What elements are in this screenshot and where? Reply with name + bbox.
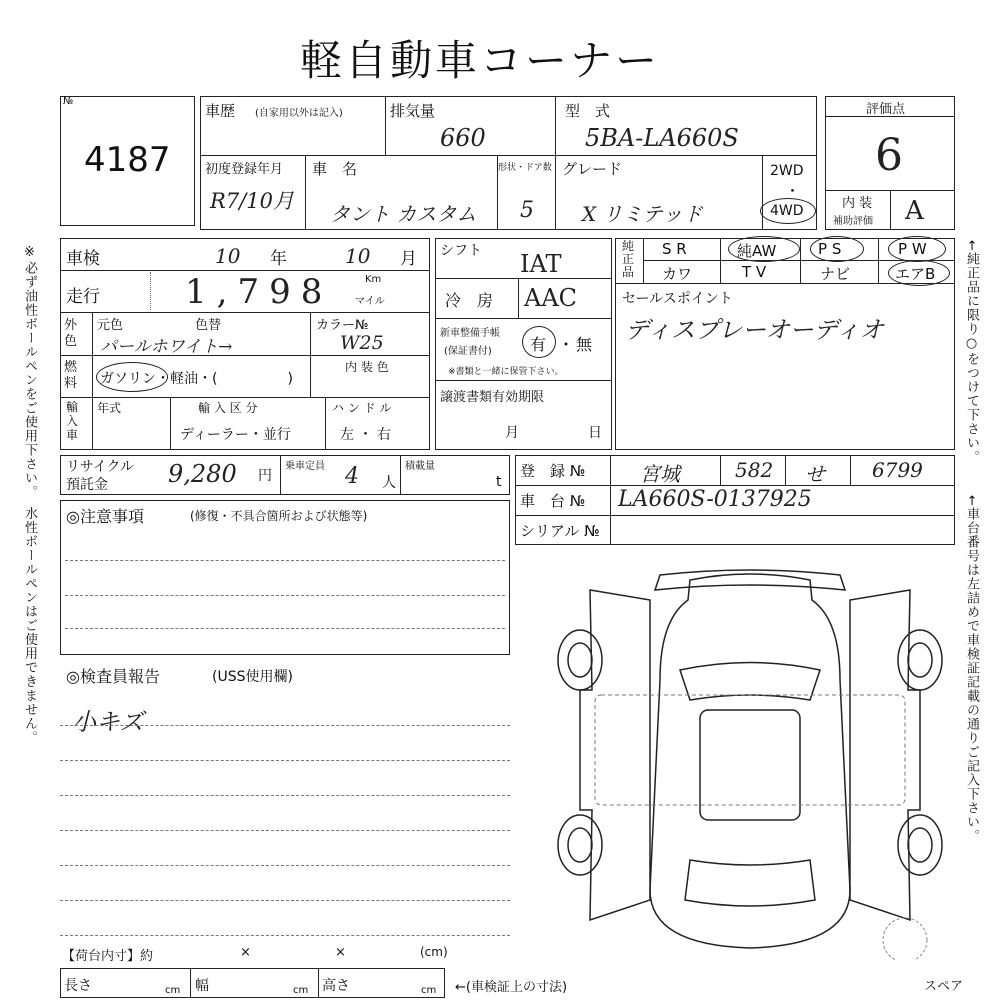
color-section-label: 外色 [64,318,78,349]
cargo-unit: (cm) [420,945,448,959]
inspector-value: 小キズ [72,708,144,736]
equip-tv: T V [742,263,767,281]
registration-number: 6799 [872,458,923,482]
import-section-label: 輸入車 [66,400,79,442]
recycle-unit: 円 [258,468,272,484]
sales-point-label: セールスポイント [622,291,733,307]
grid-line [610,455,611,545]
notes-line [65,628,505,629]
color-value: パールホワイト→ [100,337,233,357]
wheel-rear-right [898,815,942,875]
grid-line [305,155,306,230]
grid-line [555,155,556,230]
equip-pw-circle [888,236,946,262]
report-line [60,865,510,866]
recycle-value: 9,280 [168,460,237,488]
equip-leather: カワ [662,265,693,283]
interior-sublabel: 補助評価 [833,216,873,227]
first-reg-value: R7/10月 [210,189,294,213]
grid-line [435,380,612,381]
grid-line [515,515,955,516]
fuel-options: ガソリン・軽油・( ) [100,371,293,387]
registration-label: 登 録 № [520,462,586,480]
sales-point-value: ディスプレーオーディオ [625,316,884,344]
inspection-year: 10 [215,244,241,268]
grid-line [280,455,281,495]
cargo-note: ←(車検証上の寸法) [455,980,568,995]
grid-line [60,270,430,271]
grid-line [385,96,386,155]
displacement-label: 排気量 [390,102,436,120]
cargo-x1: × [240,945,251,960]
cargo-label: 【荷台内寸】約 [62,949,154,964]
wheel-hub [568,643,592,677]
grid-line [720,238,721,283]
grid-line [800,238,801,283]
inspection-month: 10 [345,244,371,268]
score-label: 評価点 [866,102,906,117]
grid-line [318,968,319,998]
displacement-value: 660 [440,124,486,152]
equip-aw: 純AW [737,242,777,260]
import-class-label: 輸 入 区 分 [198,401,258,415]
doors-label: 形状・ドア数 [498,163,552,173]
transfer-day: 日 [588,425,602,441]
rear-window [685,860,815,906]
wheel-front-left [558,630,602,690]
capacity-value: 4 [345,464,359,489]
grid-line [310,312,311,397]
interior-color-label: 内 装 色 [345,360,389,374]
grid-line [515,485,955,486]
import-class-value: ディーラー・並行 [180,427,291,443]
notes-line [65,595,505,596]
inspector-sublabel: (USS使用欄) [212,669,293,685]
lot-number: 4187 [84,140,171,180]
inspection-month-unit: 月 [400,249,417,269]
shift-value: IAT [520,250,562,278]
wheel-hub [908,828,932,862]
serial-label: シリアル № [520,522,600,540]
registration-kana: せ [805,462,825,486]
service-record-label: 新車整備手帳 [440,328,500,339]
grid-line [60,397,430,398]
equip-ps: P S [818,240,842,258]
first-reg-label: 初度登録年月 [205,162,284,177]
color-code: W25 [340,332,384,354]
cargo-width-unit: cm [293,985,309,996]
equip-airbag: エアB [895,265,936,283]
handle-value: 左 ・ 右 [340,427,391,443]
report-line [60,795,510,796]
history-note: (自家用以外は記入) [255,108,343,119]
recycle-label: リサイクル [66,459,135,475]
model-label: 型 式 [565,102,611,120]
report-line [60,935,510,936]
chassis-label: 車 台 № [520,492,586,510]
equip-sr: S R [662,240,687,258]
mileage-label: 走行 [66,287,100,307]
grid-line [435,278,612,279]
report-line [60,830,510,831]
grid-line [400,455,401,495]
floor-outline [595,695,905,805]
interior-value: A [905,196,924,226]
inspection-label: 車検 [66,249,100,269]
wheel-rear-left [558,815,602,875]
equip-aw-circle [728,236,800,262]
equip-pw: P W [898,240,927,258]
transfer-label: 譲渡書類有効期限 [440,390,545,405]
registration-class: 582 [735,458,774,482]
roof [700,710,800,820]
color-code-label: カラー№ [316,318,369,333]
load-unit: t [496,474,502,490]
mileage-unit-mile: マイル [355,296,385,307]
grid-line [200,155,817,156]
color-orig-label: 元色 [97,318,124,333]
report-line [60,725,510,726]
equip-airbag-circle [888,260,950,286]
notes-sublabel: (修復・不具合箇所および状態等) [190,509,368,523]
cargo-width-label: 幅 [195,978,209,994]
capacity-unit: 人 [382,475,396,491]
fuel-gasoline-circle [96,362,168,392]
load-label: 積載量 [405,461,435,472]
grade-label: グレード [562,160,623,178]
wheel-hub [568,828,592,862]
model-value: 5BA-LA660S [585,124,739,152]
grid-line [720,455,721,485]
cargo-length-label: 長さ [64,978,92,994]
history-label: 車歴 [205,102,236,120]
recycle-sublabel: 預託金 [66,477,108,493]
grid-line [60,312,430,313]
grid-line [878,238,879,283]
notes-label: ◎注意事項 [66,507,144,526]
mileage-unit-km: Km [365,274,382,285]
wheel-hub [908,643,932,677]
service-record-note: ※書類と一緒に保管下さい。 [448,367,564,377]
shift-label: シフト [440,243,482,259]
cargo-dimensions-box [60,968,445,998]
spare-tire-circle [883,918,927,960]
grid-line [170,397,171,450]
car-name-value: タント カスタム [330,202,477,226]
grid-line [190,968,191,998]
capacity-label: 乗車定員 [285,461,325,472]
score-value: 6 [875,130,903,181]
chassis-value: LA660S-0137925 [618,487,812,512]
notes-line [65,560,505,561]
inspection-year-unit: 年 [270,249,287,269]
service-record-no: 無 [576,335,593,354]
color-repaint-label: 色替 [195,318,222,333]
cargo-x2: × [335,945,346,960]
wheel-front-right [898,630,942,690]
service-record-dot: ・ [558,335,575,354]
grid-line [435,318,612,319]
aircon-label: 冷 房 [445,291,494,310]
left-vertical-note: ※必ず油性ボールペンをご使用下さい。 水性ボールペンはご使用できません。 [22,245,37,745]
equip-ps-circle [810,236,864,262]
page-title: 軽自動車コーナー [300,36,661,85]
right-note-chassis: ←車台番号は左詰めで車検証記載の通りご記入下さい。 [964,495,979,843]
left-side-panel [580,590,650,920]
grid-line [762,155,763,230]
inspector-label: ◎検査員報告 [66,667,160,686]
grade-value: X リミテッド [582,202,703,226]
cargo-height-label: 高さ [322,978,350,994]
grid-line [92,312,93,450]
car-body-outline [650,574,850,948]
service-yes-circle [522,326,556,358]
spare-label: スペア [924,979,964,994]
windshield [680,663,820,701]
service-record-yes: 有 [530,335,547,354]
doors-value: 5 [520,198,534,223]
registration-region: 宮城 [640,462,680,486]
fuel-section-label: 燃料 [64,360,78,391]
report-line [60,900,510,901]
grid-line [325,397,326,450]
drive-dot: ・ [785,182,801,200]
mileage-value: 1,798 [185,272,333,312]
report-line [60,760,510,761]
transfer-month: 月 [505,425,519,441]
cargo-length-unit: cm [165,985,181,996]
grid-line [518,278,519,318]
drive-4wd: 4WD [770,203,804,219]
service-record-sublabel: (保証書付) [444,346,492,357]
equipment-side-label: 純正品 [622,239,635,279]
grid-line [850,455,851,485]
lot-label: № [63,96,74,107]
handle-label: ハ ン ド ル [332,401,392,415]
aircon-value: AAC [524,284,578,312]
drive-2wd: 2WD [770,163,804,179]
right-note-genuine: ←純正品に限り○をつけて下さい。 [964,240,979,464]
car-diagram [550,560,950,960]
grid-line [785,455,786,485]
cargo-height-unit: cm [421,985,437,996]
interior-label: 内 装 [842,196,873,211]
grid-line [555,96,556,155]
front-bumper [655,570,845,590]
right-side-panel [850,590,920,920]
drive-4wd-circle [760,198,816,224]
grid-line [890,190,891,230]
import-year-label: 年式 [97,401,122,415]
car-name-label: 車 名 [312,160,358,178]
equip-navi: ナビ [820,265,851,283]
